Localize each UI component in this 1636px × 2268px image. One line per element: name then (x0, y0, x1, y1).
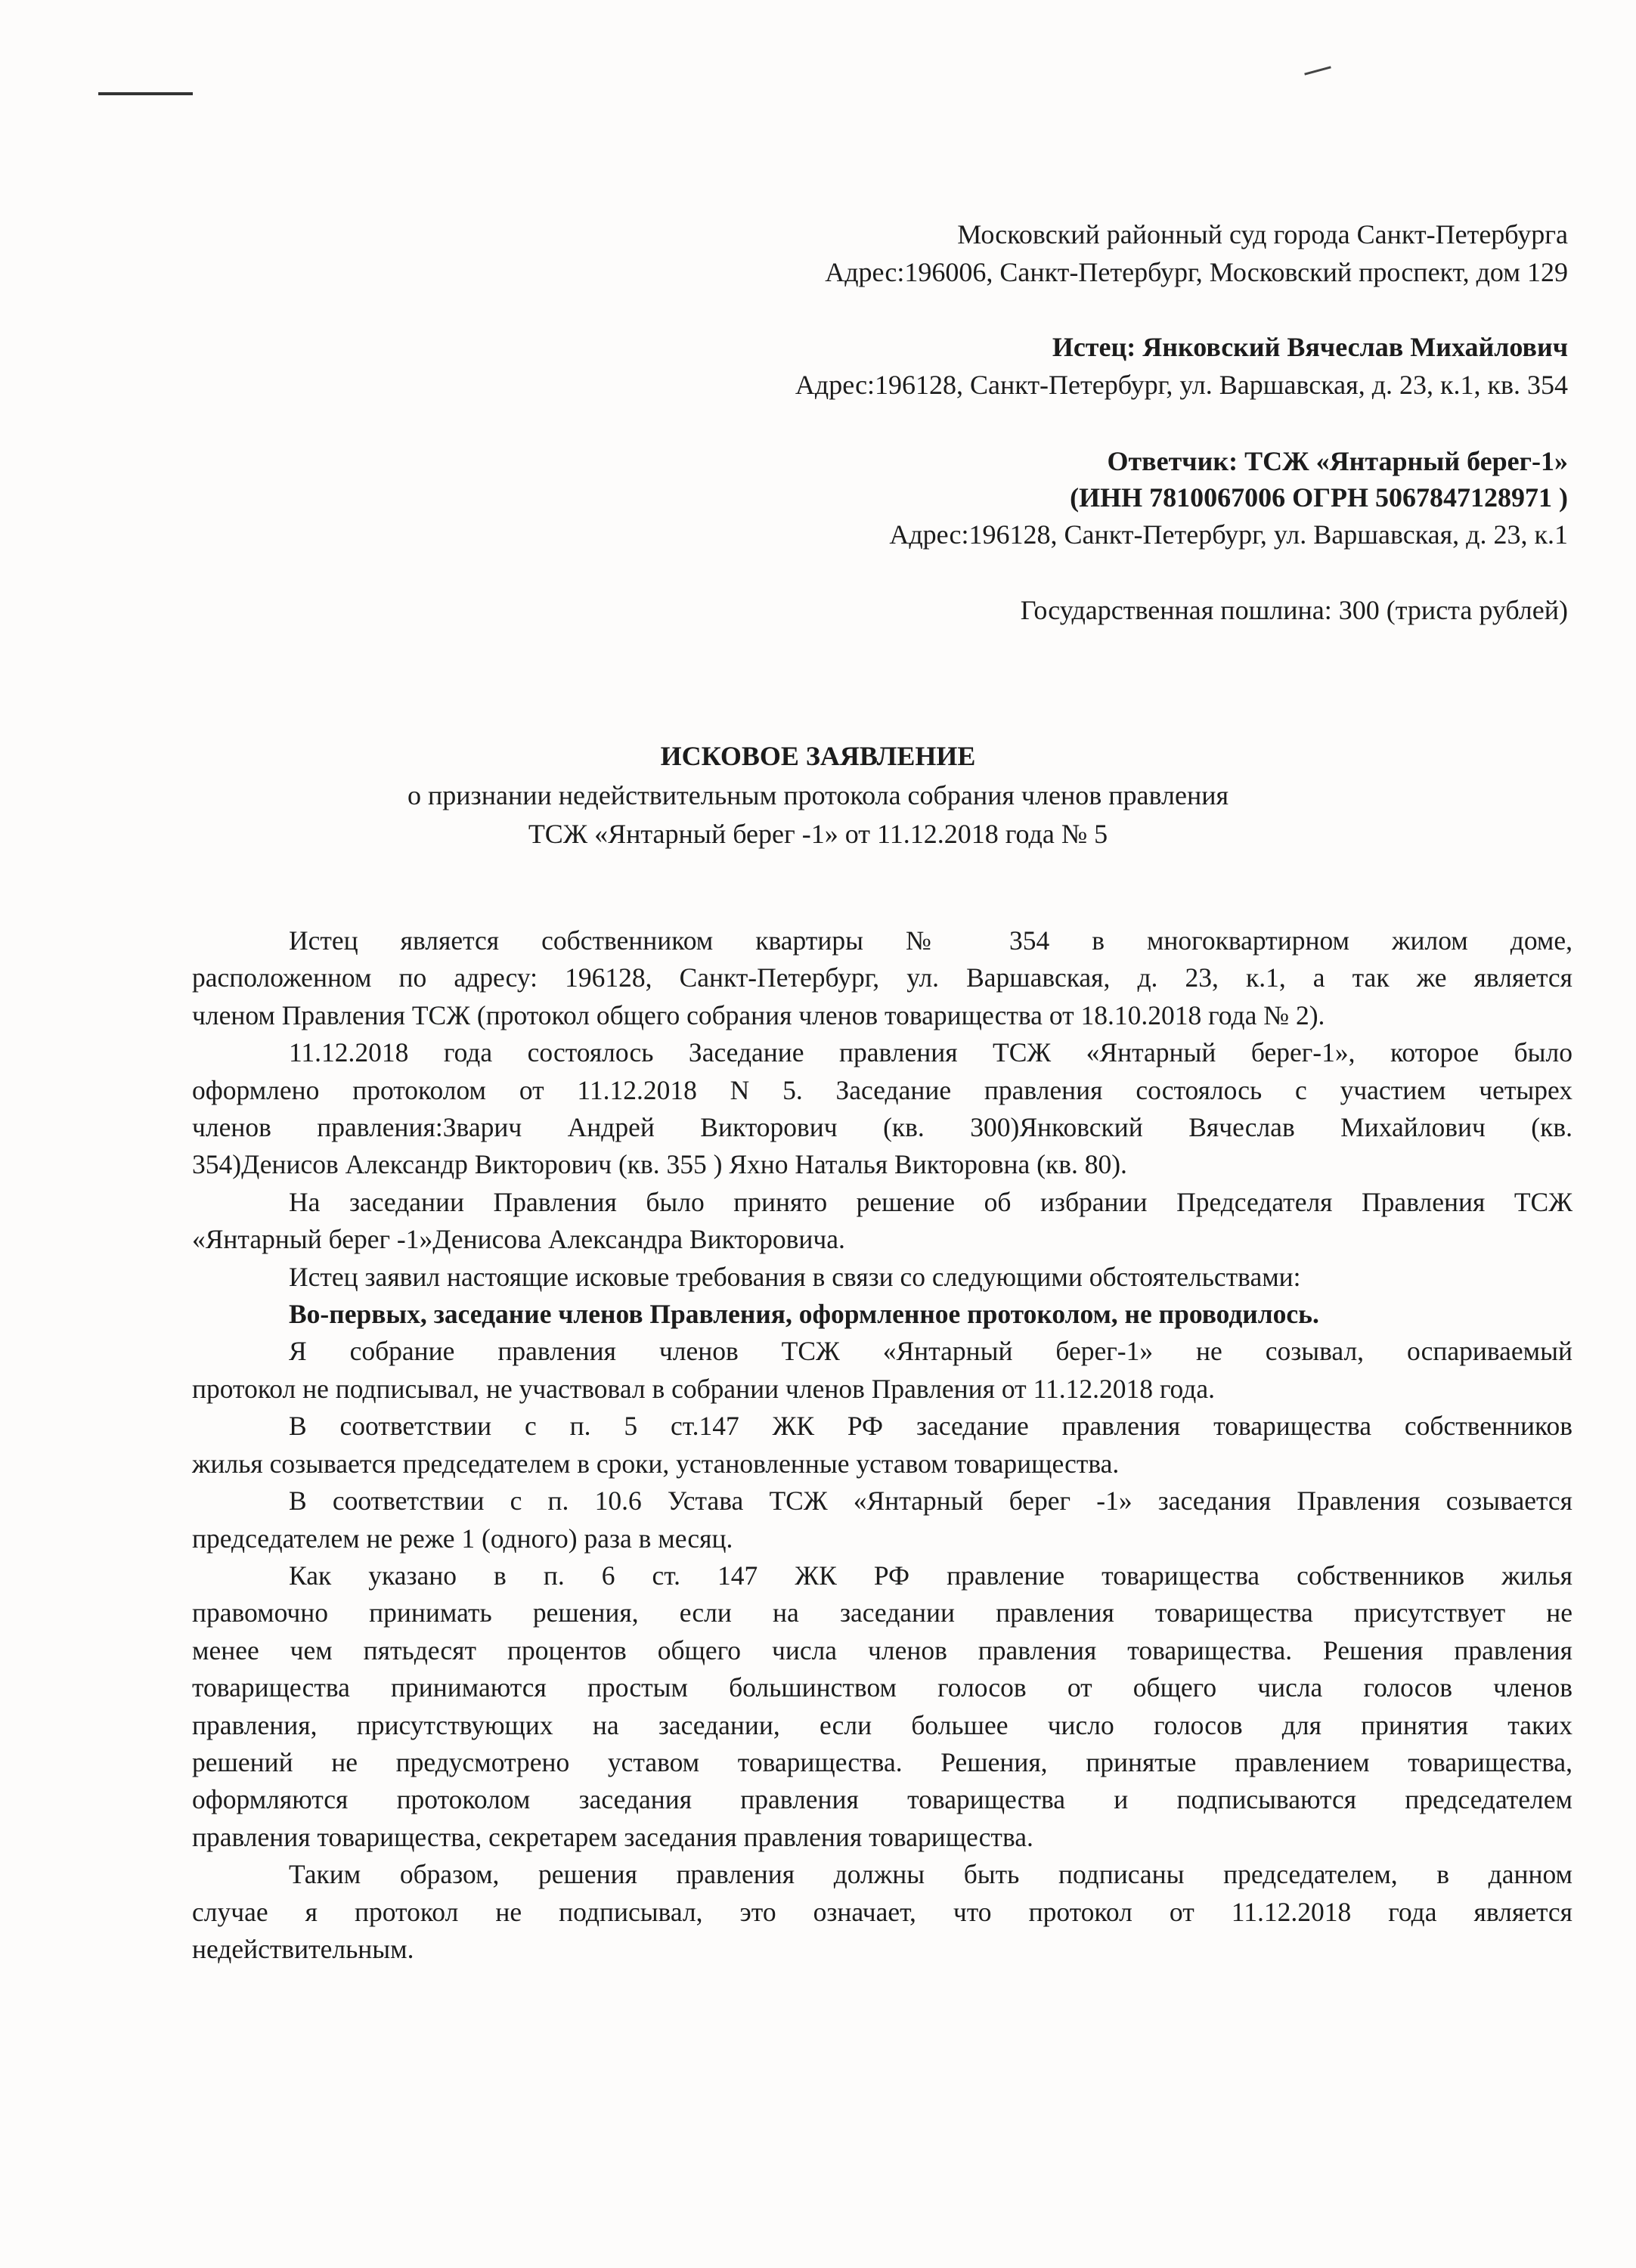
paragraph-line: 11.12.2018 года состоялось Заседание правления ТСЖ «Янтарный берег-1», которое было (289, 1037, 1572, 1068)
defendant-address: Адрес:196128, Санкт-Петербург, ул. Варшавская, д. 23, к.1 (889, 519, 1568, 550)
paragraph (192, 1557, 1572, 1856)
paragraph-line: Во-первых, заседание членов Правления, оформленное протоколом, не проводилось. (289, 1299, 1319, 1330)
paragraph (192, 1259, 1572, 1296)
paragraph-line: членом Правления ТСЖ (протокол общего собрания членов товарищества от 18.10.2018 года № 2). (192, 999, 1325, 1030)
paragraph-line: председателем не реже 1 (одного) раза в месяц. (192, 1523, 733, 1554)
document-title: ИСКОВОЕ ЗАЯВЛЕНИЕ (660, 741, 976, 771)
paragraph-line: В соответствии с п. 5 ст.147 ЖК РФ заседание правления товарищества собственников (289, 1411, 1572, 1442)
paragraph-line: «Янтарный берег -1»Денисова Александра Викторовича. (192, 1224, 845, 1255)
paragraph (192, 1296, 1572, 1333)
state-fee: Государственная пошлина: 300 (триста рублей) (1020, 595, 1568, 625)
pen-mark (1304, 66, 1331, 75)
paragraph (192, 1333, 1572, 1408)
paragraph-line: случае я протокол не подписывал, это означает, что протокол от 11.12.2018 года является (192, 1896, 1572, 1927)
paragraph (192, 1856, 1572, 1968)
paragraph-line: правления товарищества, секретарем заседания правления товарищества. (192, 1821, 1033, 1852)
document-subtitle: о признании недействительным протокола собрания членов правления (407, 780, 1229, 810)
paragraph-line: оформляются протоколом заседания правления товарищества и подписываются председателем (192, 1784, 1572, 1815)
defendant: Ответчик: ТСЖ «Янтарный берег-1» (1107, 446, 1568, 476)
paragraph-line: жилья созывается председателем в сроки, установленные уставом товарищества. (192, 1448, 1120, 1479)
paragraph (192, 1034, 1572, 1184)
court-name: Московский районный суд города Санкт-Петербурга (957, 219, 1568, 249)
paragraph-line: Истец заявил настоящие исковые требования в связи со следующими обстоятельствами: (289, 1261, 1301, 1292)
paragraph-line: менее чем пятьдесят процентов общего числа членов правления товарищества. Решения правления (192, 1634, 1572, 1665)
paragraph-line: 354)Денисов Александр Викторович (кв. 355 ) Яхно Наталья Викторовна (кв. 80). (192, 1149, 1127, 1180)
paragraph-line: оформлено протоколом от 11.12.2018 N 5. Заседание правления состоялось с участием четырех (192, 1074, 1572, 1105)
plaintiff-address: Адрес:196128, Санкт-Петербург, ул. Варшавская, д. 23, к.1, кв. 354 (795, 370, 1568, 400)
paragraph-line: расположенном по адресу: 196128, Санкт-Петербург, ул. Варшавская, д. 23, к.1, а так же является (192, 962, 1572, 993)
pen-mark (98, 92, 193, 95)
paragraph-line: членов правления:Зварич Андрей Викторович (кв. 300)Янковский Вячеслав Михайлович (кв. (192, 1112, 1572, 1143)
paragraph-line: недействительным. (192, 1933, 414, 1964)
paragraph-line: Как указано в п. 6 ст. 147 ЖК РФ правление товарищества собственников жилья (289, 1560, 1572, 1591)
paragraph-line: В соответствии с п. 10.6 Устава ТСЖ «Янтарный берег -1» заседания Правления созывается (289, 1486, 1572, 1517)
paragraph (192, 1184, 1572, 1259)
plaintiff: Истец: Янковский Вячеслав Михайлович (1052, 332, 1568, 362)
paragraph (192, 1483, 1572, 1557)
paragraph-line: правомочно принимать решения, если на заседании правления товарищества присутствует не (192, 1597, 1572, 1628)
paragraph-line: Таким образом, решения правления должны быть подписаны председателем, в данном (289, 1859, 1572, 1890)
document-subtitle: ТСЖ «Янтарный берег -1» от 11.12.2018 года № 5 (528, 819, 1108, 849)
paragraph-line: Я собрание правления членов ТСЖ «Янтарный берег-1» не созывал, оспариваемый (289, 1336, 1572, 1367)
court-address: Адрес:196006, Санкт-Петербург, Московский проспект, дом 129 (825, 257, 1568, 287)
paragraph-line: Истец является собственником квартиры № 354 в многоквартирном жилом доме, (289, 925, 1572, 956)
paragraph-line: правления, присутствующих на заседании, если большее число голосов для принятия таких (192, 1709, 1572, 1740)
document-body (192, 922, 1572, 1968)
paragraph-line: товарищества принимаются простым большинством голосов от общего числа голосов членов (192, 1672, 1572, 1703)
paragraph-line: решений не предусмотрено уставом товарищества. Решения, принятые правлением товарищества, (192, 1746, 1572, 1777)
paragraph-line: протокол не подписывал, не участвовал в собрании членов Правления от 11.12.2018 года. (192, 1373, 1215, 1404)
paragraph (192, 1408, 1572, 1483)
paragraph (192, 922, 1572, 1034)
paragraph-line: На заседании Правления было принято решение об избрании Председателя Правления ТСЖ (289, 1186, 1572, 1217)
defendant-ids: (ИНН 7810067006 ОГРН 5067847128971 ) (1070, 482, 1568, 513)
